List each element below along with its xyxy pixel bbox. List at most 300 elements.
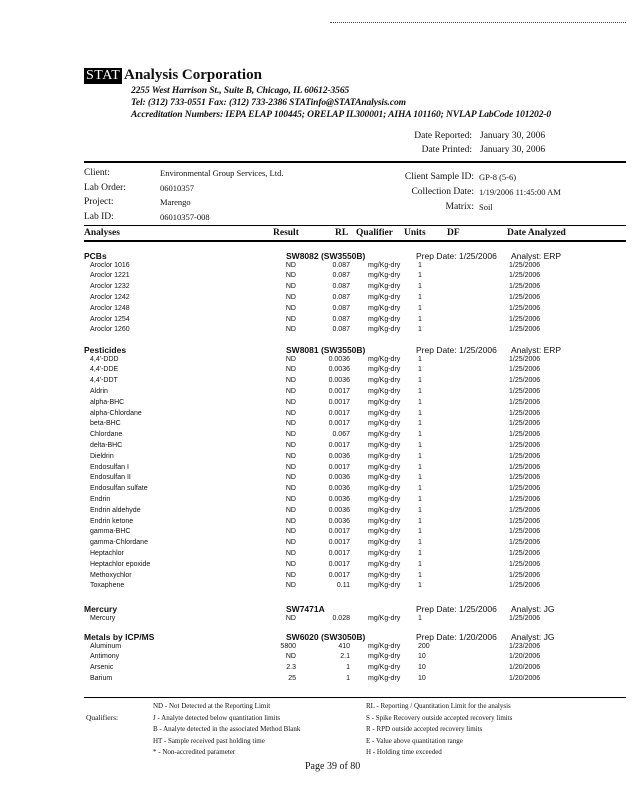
units-value: mg/Kg-dry (368, 377, 401, 385)
table-row (0, 518, 642, 529)
units-value: mg/Kg-dry (368, 272, 401, 280)
rl-value: 0.0017 (328, 549, 350, 557)
section-name: PCBs (84, 251, 107, 261)
table-row (0, 356, 642, 367)
df-value: 1 (418, 420, 422, 428)
df-value: 1 (418, 474, 422, 482)
analyte-name: Aroclor 1242 (90, 293, 130, 301)
df-value: 1 (418, 409, 422, 417)
analyte-name: Arsenic (90, 664, 114, 672)
table-row (0, 420, 642, 431)
df-value: 200 (418, 642, 430, 650)
df-value: 1 (418, 377, 422, 385)
table-row (0, 262, 642, 273)
analyte-name: Methoxychlor (90, 571, 132, 579)
info-value: 06010357 (160, 182, 194, 193)
date-analyzed: 1/25/2006 (509, 326, 541, 334)
company-name: Analysis Corporation (124, 67, 262, 83)
units-value: mg/Kg-dry (368, 642, 401, 650)
rl-value: 0.0017 (328, 571, 350, 579)
table-row (0, 485, 642, 496)
qualifier-definition: HT - Sample received past holding time (153, 736, 265, 745)
units-value: mg/Kg-dry (368, 420, 401, 428)
col-header-rl: RL (335, 228, 349, 238)
rl-value: 0.0017 (328, 420, 350, 428)
date-analyzed: 1/23/2006 (509, 642, 541, 650)
df-value: 1 (418, 452, 422, 460)
table-row (0, 539, 642, 550)
df-value: 1 (418, 582, 422, 590)
stat-logo: STAT (86, 68, 121, 83)
date-reported-value: January 30, 2006 (480, 131, 546, 141)
df-value: 1 (418, 293, 422, 301)
date-analyzed: 1/20/2006 (509, 664, 541, 672)
scan-artifact-line (330, 22, 626, 23)
units-value: mg/Kg-dry (368, 326, 401, 334)
section-header (0, 632, 642, 643)
date-analyzed: 1/25/2006 (509, 387, 541, 395)
date-analyzed: 1/25/2006 (509, 272, 541, 280)
result-value: ND (285, 506, 296, 514)
rl-value: 410 (338, 642, 350, 650)
rl-value: 0.0036 (328, 377, 350, 385)
units-value: mg/Kg-dry (368, 409, 401, 417)
date-reported-label: Date Reported: (414, 131, 472, 141)
info-label: Collection Date: (411, 187, 474, 197)
rl-value: 0.0017 (328, 441, 350, 449)
rl-value: 0.0017 (328, 528, 350, 536)
section-prep-date: Prep Date: 1/20/2006 (416, 632, 497, 642)
rl-value: 0.087 (332, 272, 350, 280)
units-value: mg/Kg-dry (368, 293, 401, 301)
date-analyzed: 1/25/2006 (509, 452, 541, 460)
analyte-name: Aldrin (90, 387, 108, 395)
analyte-name: alpha-BHC (90, 398, 125, 406)
analyte-name: Dieldrin (90, 452, 114, 460)
analyte-name: Heptachlor (90, 549, 124, 557)
section-name: Metals by ICP/MS (84, 632, 155, 642)
rl-value: 0.0036 (328, 485, 350, 493)
section-method: SW8082 (SW3550B) (286, 251, 366, 261)
df-value: 1 (418, 441, 422, 449)
analyte-name: delta-BHC (90, 441, 123, 449)
analyte-name: Aroclor 1254 (90, 315, 130, 323)
section-prep-date: Prep Date: 1/25/2006 (416, 345, 497, 355)
units-value: mg/Kg-dry (368, 398, 401, 406)
date-analyzed: 1/25/2006 (509, 517, 541, 525)
result-value: ND (285, 653, 296, 661)
result-value: ND (285, 293, 296, 301)
table-row (0, 582, 642, 593)
table-row (0, 431, 642, 442)
rl-value: 0.0036 (328, 506, 350, 514)
result-value: ND (285, 304, 296, 312)
df-value: 1 (418, 261, 422, 269)
result-value: ND (285, 355, 296, 363)
info-value: 06010357-008 (160, 211, 210, 222)
units-value: mg/Kg-dry (368, 304, 401, 312)
df-value: 1 (418, 431, 422, 439)
column-header-divider (84, 240, 626, 242)
units-value: mg/Kg-dry (368, 614, 401, 622)
units-value: mg/Kg-dry (368, 366, 401, 374)
date-printed-label: Date Printed: (421, 145, 472, 155)
result-value: 25 (288, 674, 296, 682)
units-value: mg/Kg-dry (368, 441, 401, 449)
info-label: Client Sample ID: (404, 172, 474, 182)
table-row (0, 507, 642, 518)
df-value: 1 (418, 517, 422, 525)
result-value: ND (285, 315, 296, 323)
result-value: ND (285, 463, 296, 471)
section-name: Pesticides (84, 345, 127, 355)
df-value: 1 (418, 485, 422, 493)
analyte-name: Aroclor 1232 (90, 283, 130, 291)
units-value: mg/Kg-dry (368, 452, 401, 460)
section-method: SW6020 (SW3050B) (286, 632, 366, 642)
result-value: ND (285, 582, 296, 590)
accreditation-numbers: Accreditation Numbers: IEPA ELAP 100445; ORELAP IL300001; AIHA 101160; NVLAP LabCode 101202-0 (131, 110, 552, 120)
date-analyzed: 1/25/2006 (509, 485, 541, 493)
df-value: 1 (418, 506, 422, 514)
info-label: Project: (84, 197, 114, 207)
table-row (0, 326, 642, 337)
table-row (0, 496, 642, 507)
result-value: ND (285, 283, 296, 291)
units-value: mg/Kg-dry (368, 539, 401, 547)
result-value: ND (285, 387, 296, 395)
rl-value: 0.0017 (328, 463, 350, 471)
section-method: SW8081 (SW3550B) (286, 345, 366, 355)
analyte-name: Barium (90, 674, 113, 682)
section-prep-date: Prep Date: 1/25/2006 (416, 251, 497, 261)
date-analyzed: 1/25/2006 (509, 304, 541, 312)
page-number: Page 39 of 80 (305, 761, 361, 772)
df-value: 1 (418, 398, 422, 406)
date-analyzed: 1/25/2006 (509, 582, 541, 590)
rl-value: 0.0017 (328, 398, 350, 406)
df-value: 1 (418, 463, 422, 471)
result-value: ND (285, 420, 296, 428)
result-value: ND (285, 560, 296, 568)
date-analyzed: 1/20/2006 (509, 653, 541, 661)
analyte-name: Aroclor 1016 (90, 261, 130, 269)
rl-value: 0.0036 (328, 495, 350, 503)
qualifier-definition: H - Holding time exceeded (366, 748, 442, 756)
units-value: mg/Kg-dry (368, 528, 401, 536)
date-analyzed: 1/25/2006 (509, 398, 541, 406)
df-value: 1 (418, 539, 422, 547)
info-value: Soil (479, 202, 493, 212)
result-value: ND (285, 474, 296, 482)
analyte-name: Endosulfan II (90, 474, 131, 482)
table-row (0, 474, 642, 485)
date-analyzed: 1/25/2006 (509, 283, 541, 291)
df-value: 1 (418, 315, 422, 323)
df-value: 10 (418, 674, 426, 682)
section-name: Mercury (84, 604, 118, 614)
analyte-name: Endosulfan I (90, 463, 129, 471)
rl-value: 0.0036 (328, 366, 350, 374)
date-analyzed: 1/25/2006 (509, 355, 541, 363)
date-analyzed: 1/25/2006 (509, 420, 541, 428)
result-value: ND (285, 398, 296, 406)
analyte-name: gamma-BHC (90, 528, 131, 536)
info-value: Environmental Group Services, Ltd. (160, 168, 284, 178)
analyte-name: Aroclor 1260 (90, 326, 130, 334)
info-value: 1/19/2006 11:45:00 AM (479, 187, 561, 197)
date-analyzed: 1/25/2006 (509, 261, 541, 269)
date-analyzed: 1/20/2006 (509, 674, 541, 682)
rl-value: 0.0017 (328, 560, 350, 568)
qualifier-definition: B - Analyte detected in the associated Method Blank (153, 725, 301, 733)
units-value: mg/Kg-dry (368, 674, 401, 682)
qualifier-definition: RL - Reporting / Quantitation Limit for the analysis (366, 702, 511, 710)
result-value: ND (285, 272, 296, 280)
qualifier-definition: ND - Not Detected at the Reporting Limit (153, 702, 271, 710)
result-value: ND (285, 485, 296, 493)
rl-value: 0.0036 (328, 452, 350, 460)
result-value: 5800 (280, 642, 296, 650)
section-header (0, 604, 642, 615)
result-value: ND (285, 261, 296, 269)
analyte-name: Antimony (90, 653, 120, 661)
table-row (0, 550, 642, 561)
table-row (0, 643, 642, 654)
col-header-analyses: Analyses (84, 228, 120, 238)
rl-value: 0.0036 (328, 517, 350, 525)
rl-value: 0.087 (332, 283, 350, 291)
date-analyzed: 1/25/2006 (509, 560, 541, 568)
df-value: 1 (418, 366, 422, 374)
qualifier-definition: * - Non-accredited parameter (153, 748, 236, 756)
result-value: ND (285, 441, 296, 449)
col-header-qualifier: Qualifier (356, 228, 393, 238)
table-row (0, 410, 642, 421)
date-analyzed: 1/25/2006 (509, 549, 541, 557)
df-value: 1 (418, 326, 422, 334)
df-value: 1 (418, 614, 422, 622)
units-value: mg/Kg-dry (368, 261, 401, 269)
analyte-name: Aluminum (90, 642, 122, 650)
date-analyzed: 1/25/2006 (509, 441, 541, 449)
rl-value: 0.087 (332, 293, 350, 301)
units-value: mg/Kg-dry (368, 506, 401, 514)
rl-value: 0.0036 (328, 355, 350, 363)
analyte-name: 4,4'-DDT (90, 377, 118, 385)
table-row (0, 366, 642, 377)
table-row (0, 272, 642, 283)
table-row (0, 561, 642, 572)
rl-value: 2.1 (340, 653, 350, 661)
analyte-name: alpha-Chlordane (90, 409, 142, 417)
date-analyzed: 1/25/2006 (509, 377, 541, 385)
rl-value: 1 (346, 674, 350, 682)
table-row (0, 528, 642, 539)
result-value: ND (285, 326, 296, 334)
table-row (0, 399, 642, 410)
info-divider (84, 225, 626, 226)
result-value: ND (285, 571, 296, 579)
date-analyzed: 1/25/2006 (509, 409, 541, 417)
section-header (0, 345, 642, 356)
date-analyzed: 1/25/2006 (509, 506, 541, 514)
qualifiers-label: Qualifiers: (86, 713, 119, 722)
table-row (0, 453, 642, 464)
units-value: mg/Kg-dry (368, 355, 401, 363)
df-value: 1 (418, 283, 422, 291)
units-value: mg/Kg-dry (368, 517, 401, 525)
result-value: ND (285, 614, 296, 622)
units-value: mg/Kg-dry (368, 474, 401, 482)
qualifier-definition: E - Value above quantitation range (366, 736, 463, 745)
units-value: mg/Kg-dry (368, 315, 401, 323)
units-value: mg/Kg-dry (368, 463, 401, 471)
df-value: 1 (418, 495, 422, 503)
info-label: Matrix: (445, 202, 474, 212)
company-contact: Tel: (312) 733-0551 Fax: (312) 733-2386 STATinfo@STATAnalysis.com (131, 98, 406, 108)
units-value: mg/Kg-dry (368, 653, 401, 661)
date-analyzed: 1/25/2006 (509, 571, 541, 579)
section-analyst: Analyst: ERP (511, 345, 562, 355)
rl-value: 0.11 (336, 582, 350, 590)
table-row (0, 316, 642, 327)
section-prep-date: Prep Date: 1/25/2006 (416, 604, 497, 614)
date-analyzed: 1/25/2006 (509, 528, 541, 536)
section-header (0, 251, 642, 262)
df-value: 10 (418, 664, 426, 672)
date-analyzed: 1/25/2006 (509, 614, 541, 622)
date-analyzed: 1/25/2006 (509, 431, 541, 439)
analyte-name: Endrin aldehyde (90, 506, 141, 514)
result-value: ND (285, 452, 296, 460)
result-value: ND (285, 539, 296, 547)
table-bottom-divider (84, 697, 626, 698)
analyte-name: Aroclor 1248 (90, 304, 130, 312)
analyte-name: 4,4'-DDE (90, 366, 119, 374)
df-value: 1 (418, 355, 422, 363)
result-value: ND (285, 409, 296, 417)
qualifier-definition: R - RPD outside accepted recovery limits (366, 725, 483, 733)
info-label: Lab ID: (84, 211, 114, 222)
date-analyzed: 1/25/2006 (509, 463, 541, 471)
df-value: 10 (418, 653, 426, 661)
analyte-name: Aroclor 1221 (90, 272, 130, 280)
analyte-name: Chlordane (90, 431, 123, 439)
rl-value: 0.067 (332, 431, 350, 439)
rl-value: 0.087 (332, 304, 350, 312)
rl-value: 0.0017 (328, 387, 350, 395)
rl-value: 0.0017 (328, 409, 350, 417)
col-header-date-analyzed: Date Analyzed (507, 228, 566, 238)
section-analyst: Analyst: JG (511, 604, 555, 614)
table-row (0, 653, 642, 664)
company-address: 2255 West Harrison St., Suite B, Chicago, IL 60612-3565 (131, 86, 350, 96)
units-value: mg/Kg-dry (368, 549, 401, 557)
analyte-name: Toxaphene (90, 582, 125, 590)
units-value: mg/Kg-dry (368, 283, 401, 291)
date-printed-value: January 30, 2006 (480, 145, 546, 155)
analyte-name: Heptachlor epoxide (90, 560, 151, 568)
df-value: 1 (418, 528, 422, 536)
rl-value: 0.0036 (328, 474, 350, 482)
table-row (0, 305, 642, 316)
result-value: ND (285, 431, 296, 439)
table-row (0, 664, 642, 675)
col-header-df: DF (447, 228, 460, 238)
units-value: mg/Kg-dry (368, 664, 401, 672)
result-value: ND (285, 517, 296, 525)
units-value: mg/Kg-dry (368, 387, 401, 395)
qualifier-definition: S - Spike Recovery outside accepted recovery limits (366, 713, 513, 722)
df-value: 1 (418, 571, 422, 579)
info-label: Client: (84, 168, 110, 178)
analyte-name: Endrin (90, 495, 111, 503)
df-value: 1 (418, 387, 422, 395)
rl-value: 0.0017 (328, 539, 350, 547)
col-header-units: Units (404, 228, 426, 238)
table-row (0, 442, 642, 453)
header-divider (84, 161, 626, 163)
units-value: mg/Kg-dry (368, 582, 401, 590)
result-value: ND (285, 366, 296, 374)
rl-value: 1 (346, 664, 350, 672)
table-row (0, 294, 642, 305)
units-value: mg/Kg-dry (368, 571, 401, 579)
units-value: mg/Kg-dry (368, 485, 401, 493)
result-value: 2.3 (286, 664, 296, 672)
df-value: 1 (418, 560, 422, 568)
table-row (0, 675, 642, 686)
qualifier-definition: J - Analyte detected below quantitation limits (153, 713, 281, 722)
table-row (0, 377, 642, 388)
date-analyzed: 1/25/2006 (509, 474, 541, 482)
df-value: 1 (418, 304, 422, 312)
df-value: 1 (418, 549, 422, 557)
analyte-name: Mercury (90, 614, 116, 622)
table-row (0, 572, 642, 583)
section-analyst: Analyst: JG (511, 632, 555, 642)
result-value: ND (285, 528, 296, 536)
info-value: Marengo (160, 197, 191, 207)
info-label: Lab Order: (84, 182, 126, 193)
section-method: SW7471A (286, 604, 325, 614)
date-analyzed: 1/25/2006 (509, 293, 541, 301)
rl-value: 0.028 (332, 614, 350, 622)
analyte-name: Endosulfan sulfate (90, 485, 148, 493)
table-row (0, 615, 642, 626)
section-analyst: Analyst: ERP (511, 251, 562, 261)
analyte-name: beta-BHC (90, 420, 121, 428)
analyte-name: Endrin ketone (90, 517, 134, 525)
table-row (0, 464, 642, 475)
info-value: GP-8 (5-6) (479, 172, 517, 182)
rl-value: 0.087 (332, 261, 350, 269)
df-value: 1 (418, 272, 422, 280)
rl-value: 0.087 (332, 326, 350, 334)
date-analyzed: 1/25/2006 (509, 495, 541, 503)
table-row (0, 283, 642, 294)
units-value: mg/Kg-dry (368, 560, 401, 568)
date-analyzed: 1/25/2006 (509, 539, 541, 547)
analyte-name: gamma-Chlordane (90, 539, 148, 547)
units-value: mg/Kg-dry (368, 495, 401, 503)
date-analyzed: 1/25/2006 (509, 366, 541, 374)
rl-value: 0.087 (332, 315, 350, 323)
result-value: ND (285, 495, 296, 503)
result-value: ND (285, 549, 296, 557)
units-value: mg/Kg-dry (368, 431, 401, 439)
